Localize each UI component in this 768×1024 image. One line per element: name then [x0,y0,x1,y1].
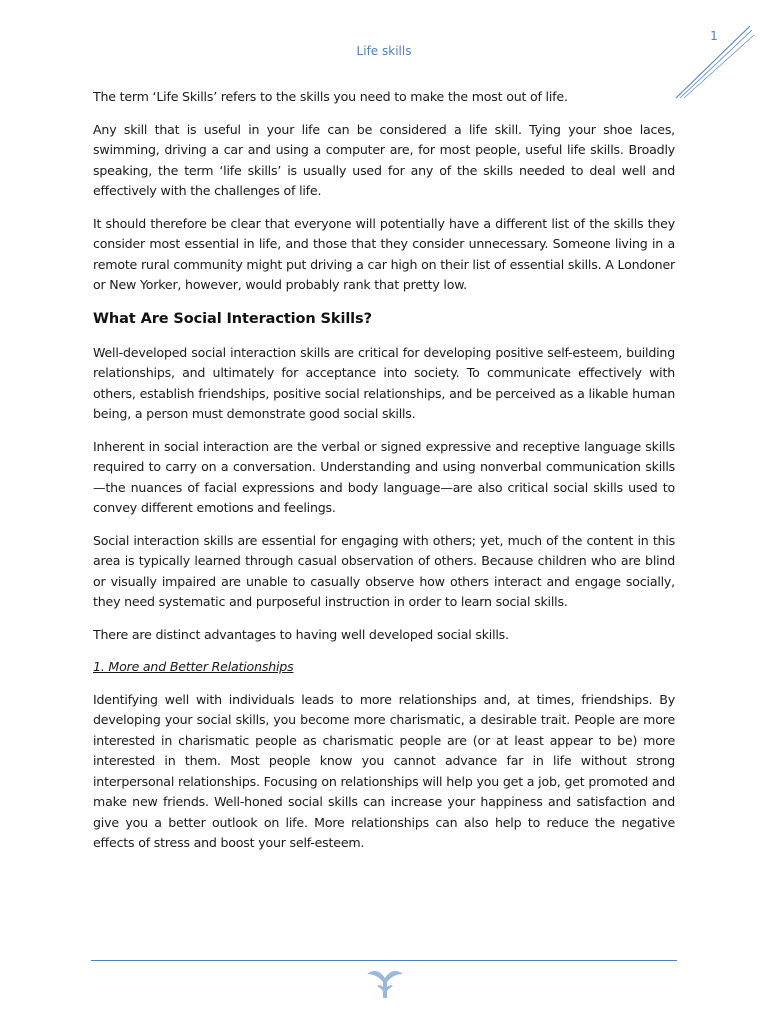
paragraph: There are distinct advantages to having well developed social skills. [93,626,509,642]
document-body [93,87,675,866]
section-heading: What Are Social Interaction Skills? [93,310,372,327]
paragraph: Any skill that is useful in your life can be considered a life skill. Tying your shoe laces, swimming, driving a car and using a computer are, for most people, useful life skills. Broadly speaking, the term ‘life skills’ is usually used for any of the skills needed to deal well and effectively with the challenges of life. [93,121,675,198]
paragraph: Social interaction skills are essential for engaging with others; yet, much of the content in this area is typically learned through casual observation of others. Because children who are blind or visually impaired are unable to casually observe how others interact and engage socially, they need systematic and purposeful instruction in order to learn social skills. [93,532,675,609]
paragraph: It should therefore be clear that everyone will potentially have a different list of the skills they consider most essential in life, and those that they consider unnecessary. Someone living in a remote rural community might put driving a car high on their list of essential skills. A Londoner or New Yorker, however, would probably rank that pretty low. [93,215,675,292]
footer-rule [91,960,677,961]
corner-decoration [668,22,758,102]
footer-ornament-icon [365,966,405,1002]
page-number: 1 [710,29,718,43]
paragraph: Identifying well with individuals leads to more relationships and, at times, friendships. By developing your social skills, you become more charismatic, a desirable trait. People are more interested in charismatic people as charismatic people are (or at least appear to be) more interested in them. Most people know you cannot advance far in life without strong interpersonal relationships. Focusing on relationships will help you get a job, get promoted and make new friends. Well-honed social skills can increase your happiness and satisfaction and give you a better outlook on life. More relationships can also help to reduce the negative effects of stress and boost your self-esteem. [93,691,675,850]
subheading: 1. More and Better Relationships [93,659,294,674]
header-title: Life skills [356,44,412,58]
paragraph: Inherent in social interaction are the verbal or signed expressive and receptive language skills required to carry on a conversation. Understanding and using nonverbal communication skills—the nuances of facial expressions and body language—are also critical social skills used to convey different emotions and feelings. [93,438,675,515]
paragraph: The term ‘Life Skills’ refers to the skills you need to make the most out of life. [93,89,568,104]
paragraph: Well-developed social interaction skills are critical for developing positive self-esteem, building relationships, and ultimately for acceptance into society. To communicate effectively with others, establish friendships, positive social relationships, and be perceived as a likable human being, a person must demonstrate good social skills. [93,344,675,421]
